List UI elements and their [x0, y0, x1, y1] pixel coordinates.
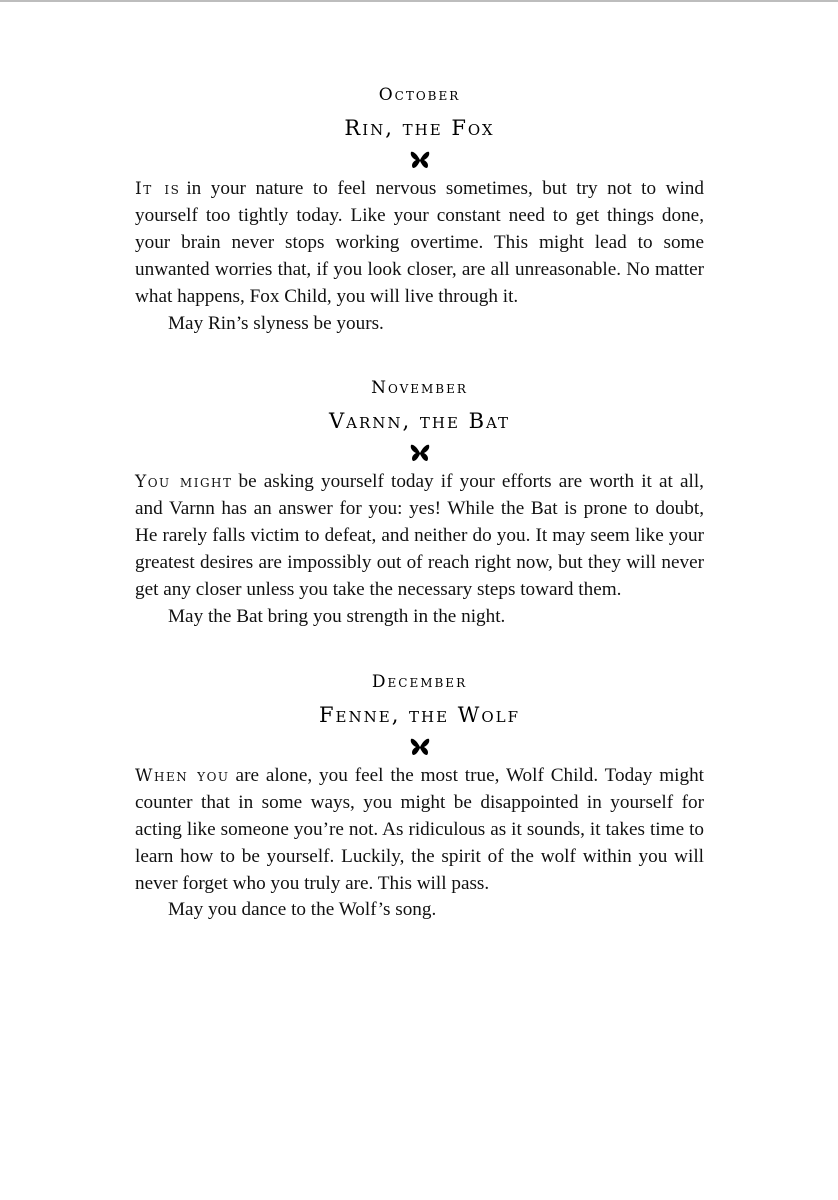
butterfly-icon — [410, 738, 430, 756]
body-text: are alone, you feel the most true, Wolf Child. Today might counter that in some ways, you might be disappointed in yourself for acting like someone you’re not. As ridiculous as it sounds, it takes time to learn how to be yourself. Luckily, the spirit of the wolf within you will never forget who you truly are. This will pass. — [135, 764, 704, 894]
lead-words: When you — [135, 765, 230, 786]
closing-line: May the Bat bring you strength in the night. — [168, 605, 506, 627]
deity-heading: Rin, the Fox — [344, 116, 495, 140]
butterfly-icon — [410, 444, 430, 462]
closing-line: May Rin’s slyness be yours. — [168, 312, 384, 334]
deity-heading: Varnn, the Bat — [328, 409, 511, 434]
month-heading: December — [371, 671, 468, 692]
entry-body — [135, 176, 704, 311]
entry-body — [135, 763, 704, 898]
lead-words: You might — [135, 472, 233, 493]
ornament — [135, 146, 704, 174]
entry-december — [135, 667, 704, 924]
entry-body — [135, 469, 704, 604]
body-text: be asking yourself today if your efforts are worth it at all, and Varnn has an answer for you: yes! While the Bat is prone to doubt, He rarely falls victim to defeat, and neither do you. It may seem like your greatest desires are impossibly out of reach right now, but they will never get any closer unless you take the necessary steps toward them. — [135, 471, 704, 601]
ornament — [135, 439, 704, 467]
ornament — [135, 733, 704, 761]
deity-heading: Fenne, the Wolf — [318, 702, 521, 727]
month-heading: October — [378, 85, 461, 105]
butterfly-icon — [410, 151, 430, 169]
entry-october — [135, 80, 704, 337]
closing-line: May you dance to the Wolf’s song. — [168, 899, 437, 921]
entry-november — [135, 373, 704, 630]
book-page — [135, 80, 704, 960]
lead-words: It is — [135, 179, 181, 199]
month-heading: November — [371, 378, 468, 399]
page-top-border — [0, 0, 838, 2]
body-text: in your nature to feel nervous sometimes, but try not to wind yourself too tightly today. Like your constant need to get things done, your brain never stops working overtime. This might lead to some unwanted worries that, if you look closer, are all unreasonable. No matter what happens, Fox Child, you will live through it. — [135, 178, 704, 307]
